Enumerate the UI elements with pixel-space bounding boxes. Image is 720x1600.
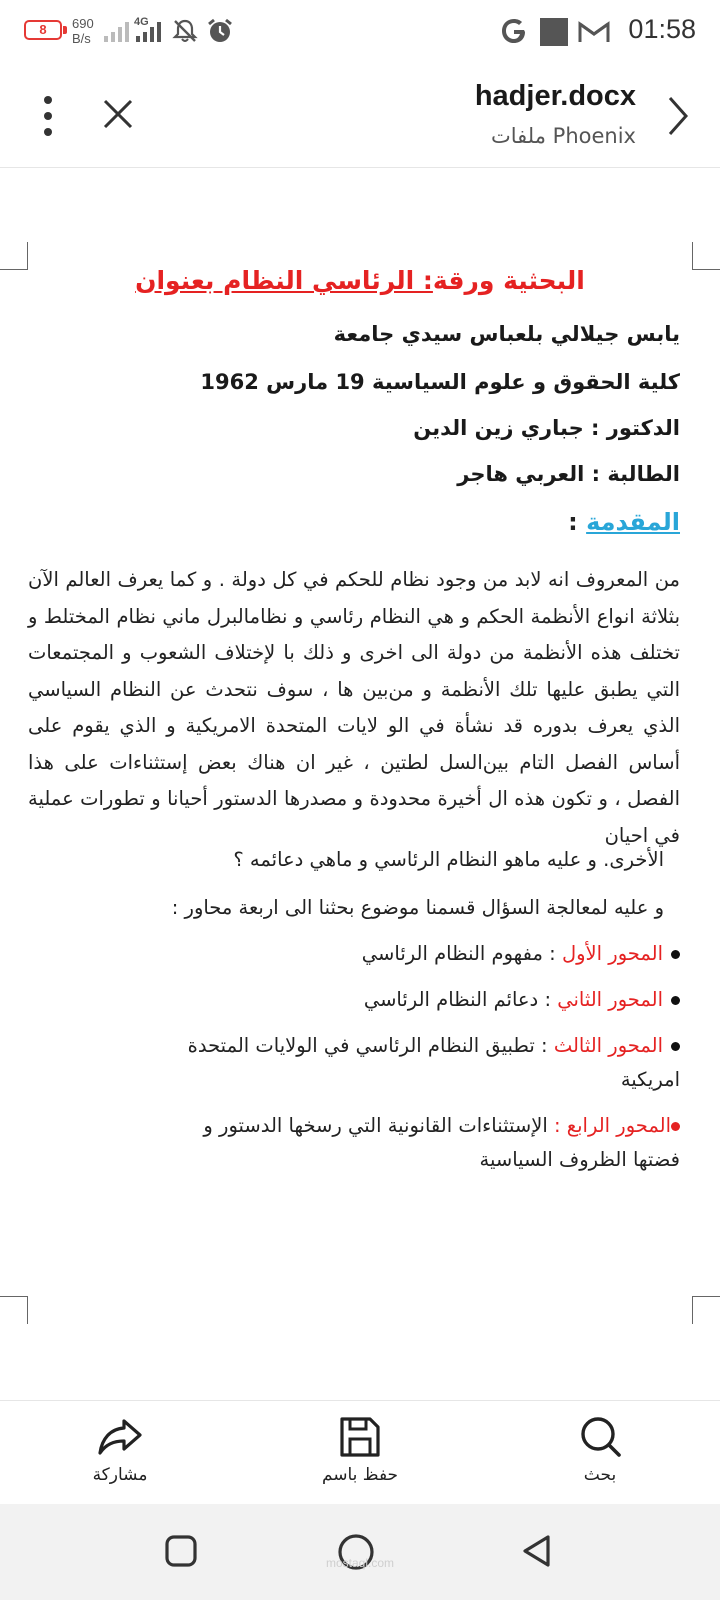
share-button[interactable] [50, 1415, 190, 1499]
university-line: يابس جيلالي بلعباس سيدي جامعة [333, 322, 680, 346]
document-heading [0, 266, 720, 295]
battery-icon [24, 20, 62, 40]
page-corner-mark [0, 1296, 28, 1324]
bullet-axis-1 [362, 942, 680, 965]
status-time: 01:58 [628, 14, 696, 44]
app-header [0, 64, 720, 168]
close-icon[interactable] [100, 96, 136, 132]
bullet-axis-3-continuation: امريكية [620, 1068, 680, 1091]
bullet-text: الإستثناءات القانونية التي رسخها الدستور و [203, 1114, 554, 1137]
bullet-label: المحور الأول [561, 942, 663, 965]
save-as-label: حفظ باسم [321, 1465, 399, 1485]
introduction-title [568, 508, 680, 536]
bullet-axis-2 [364, 988, 680, 1011]
share-icon [96, 1415, 144, 1459]
bullet-axis-4-continuation: فضتها الظروف السياسية [479, 1148, 680, 1171]
search-button[interactable] [530, 1415, 670, 1499]
mute-icon [172, 18, 198, 44]
back-button[interactable] [520, 1534, 554, 1568]
axes-intro-line: و عليه لمعالجة السؤال قسمنا موضوع بحثنا الى اربعة محاور : [171, 896, 664, 919]
page-corner-mark [692, 1296, 720, 1324]
student-line: الطالبة : العربي هاجر [457, 462, 680, 486]
net-speed-value: 690 [72, 16, 94, 31]
question-line: الأخرى. و عليه ماهو النظام الرئاسي و ماهي دعائمه ؟ [233, 848, 664, 871]
signal-4g-icon [134, 14, 164, 44]
bullet-text: : مفهوم النظام الرئاسي [361, 942, 562, 965]
share-label: مشاركة [92, 1465, 148, 1485]
bullet-axis-3 [188, 1034, 680, 1057]
introduction-paragraph: من المعروف انه لابد من وجود نظام للحكم في كل دولة . و كما يعرف العالم الآن بثلاثة انواع الأنظمة الحكم و هي النظام رئاسي و نظامالبرل ماني نظام المختلط و تختلف هذه الأنظمة من دولة الى اخرى و ذلك با لإختلاف الشعوب و المجتمعات التي يطبق عليها تلك الأنظمة و من‌بين ها ، سوف نتحدث عن النظام السياسي الذي يعرف بدوره قد نشأة في الو لايات المتحدة الامريكية و الذي يقوم على أساس الفصل التام بين‌السل لطتين ، غير ان هناك بعض إستثناءات على هذا الفصل ، و تكون هذه ال أخيرة محدودة و مصدرها الدستور أحيانا و تطورات عملية في احيان [28, 568, 680, 847]
notification-square-icon [540, 18, 568, 46]
bullet-dot [671, 950, 680, 959]
save-as-button[interactable] [290, 1415, 430, 1499]
bullet-text: : تطبيق النظام الرئاسي في الولايات المتحدة [187, 1034, 554, 1057]
gmail-icon [578, 20, 610, 44]
bullet-dot [671, 996, 680, 1005]
heading-part-1: البحثية ورقة [432, 266, 585, 295]
faculty-line: كلية الحقوق و علوم السياسية 19 مارس 1962 [200, 370, 680, 394]
recent-apps-button[interactable] [164, 1534, 198, 1568]
bullet-label: المحور الثاني [557, 988, 663, 1011]
document-location: ملفات Phoenix [491, 124, 636, 148]
status-bar [0, 0, 720, 64]
network-type: 4G [134, 16, 149, 28]
net-speed [72, 16, 94, 46]
introduction-label: المقدمة [586, 508, 680, 536]
chevron-right-icon[interactable] [664, 94, 692, 138]
document-page[interactable] [0, 168, 720, 1400]
save-icon [336, 1415, 384, 1459]
more-options-icon[interactable] [38, 94, 58, 138]
doctor-line: الدكتور : جباري زين الدين [413, 416, 680, 440]
system-nav-bar [0, 1504, 720, 1600]
net-speed-unit: B/s [72, 31, 91, 46]
bullet-axis-4 [203, 1114, 680, 1137]
bullet-label: المحور الرابع : [553, 1114, 671, 1137]
introduction-colon: : [568, 508, 587, 536]
signal-icon [104, 20, 130, 42]
bullet-label: المحور الثالث [553, 1034, 663, 1057]
bottom-toolbar [0, 1400, 720, 1504]
heading-part-2: : الرئاسي النظام بعنوان [135, 266, 433, 295]
google-icon [500, 17, 528, 45]
document-title: hadjer.docx [474, 80, 636, 112]
bullet-text: : دعائم النظام الرئاسي [363, 988, 558, 1011]
watermark: mostaql.com [325, 1556, 395, 1570]
bullet-dot [671, 1122, 680, 1131]
bullet-dot [671, 1042, 680, 1051]
battery-level: 8 [39, 22, 47, 37]
search-label: بحث [583, 1465, 617, 1485]
search-icon [576, 1415, 624, 1459]
alarm-icon [206, 17, 234, 45]
